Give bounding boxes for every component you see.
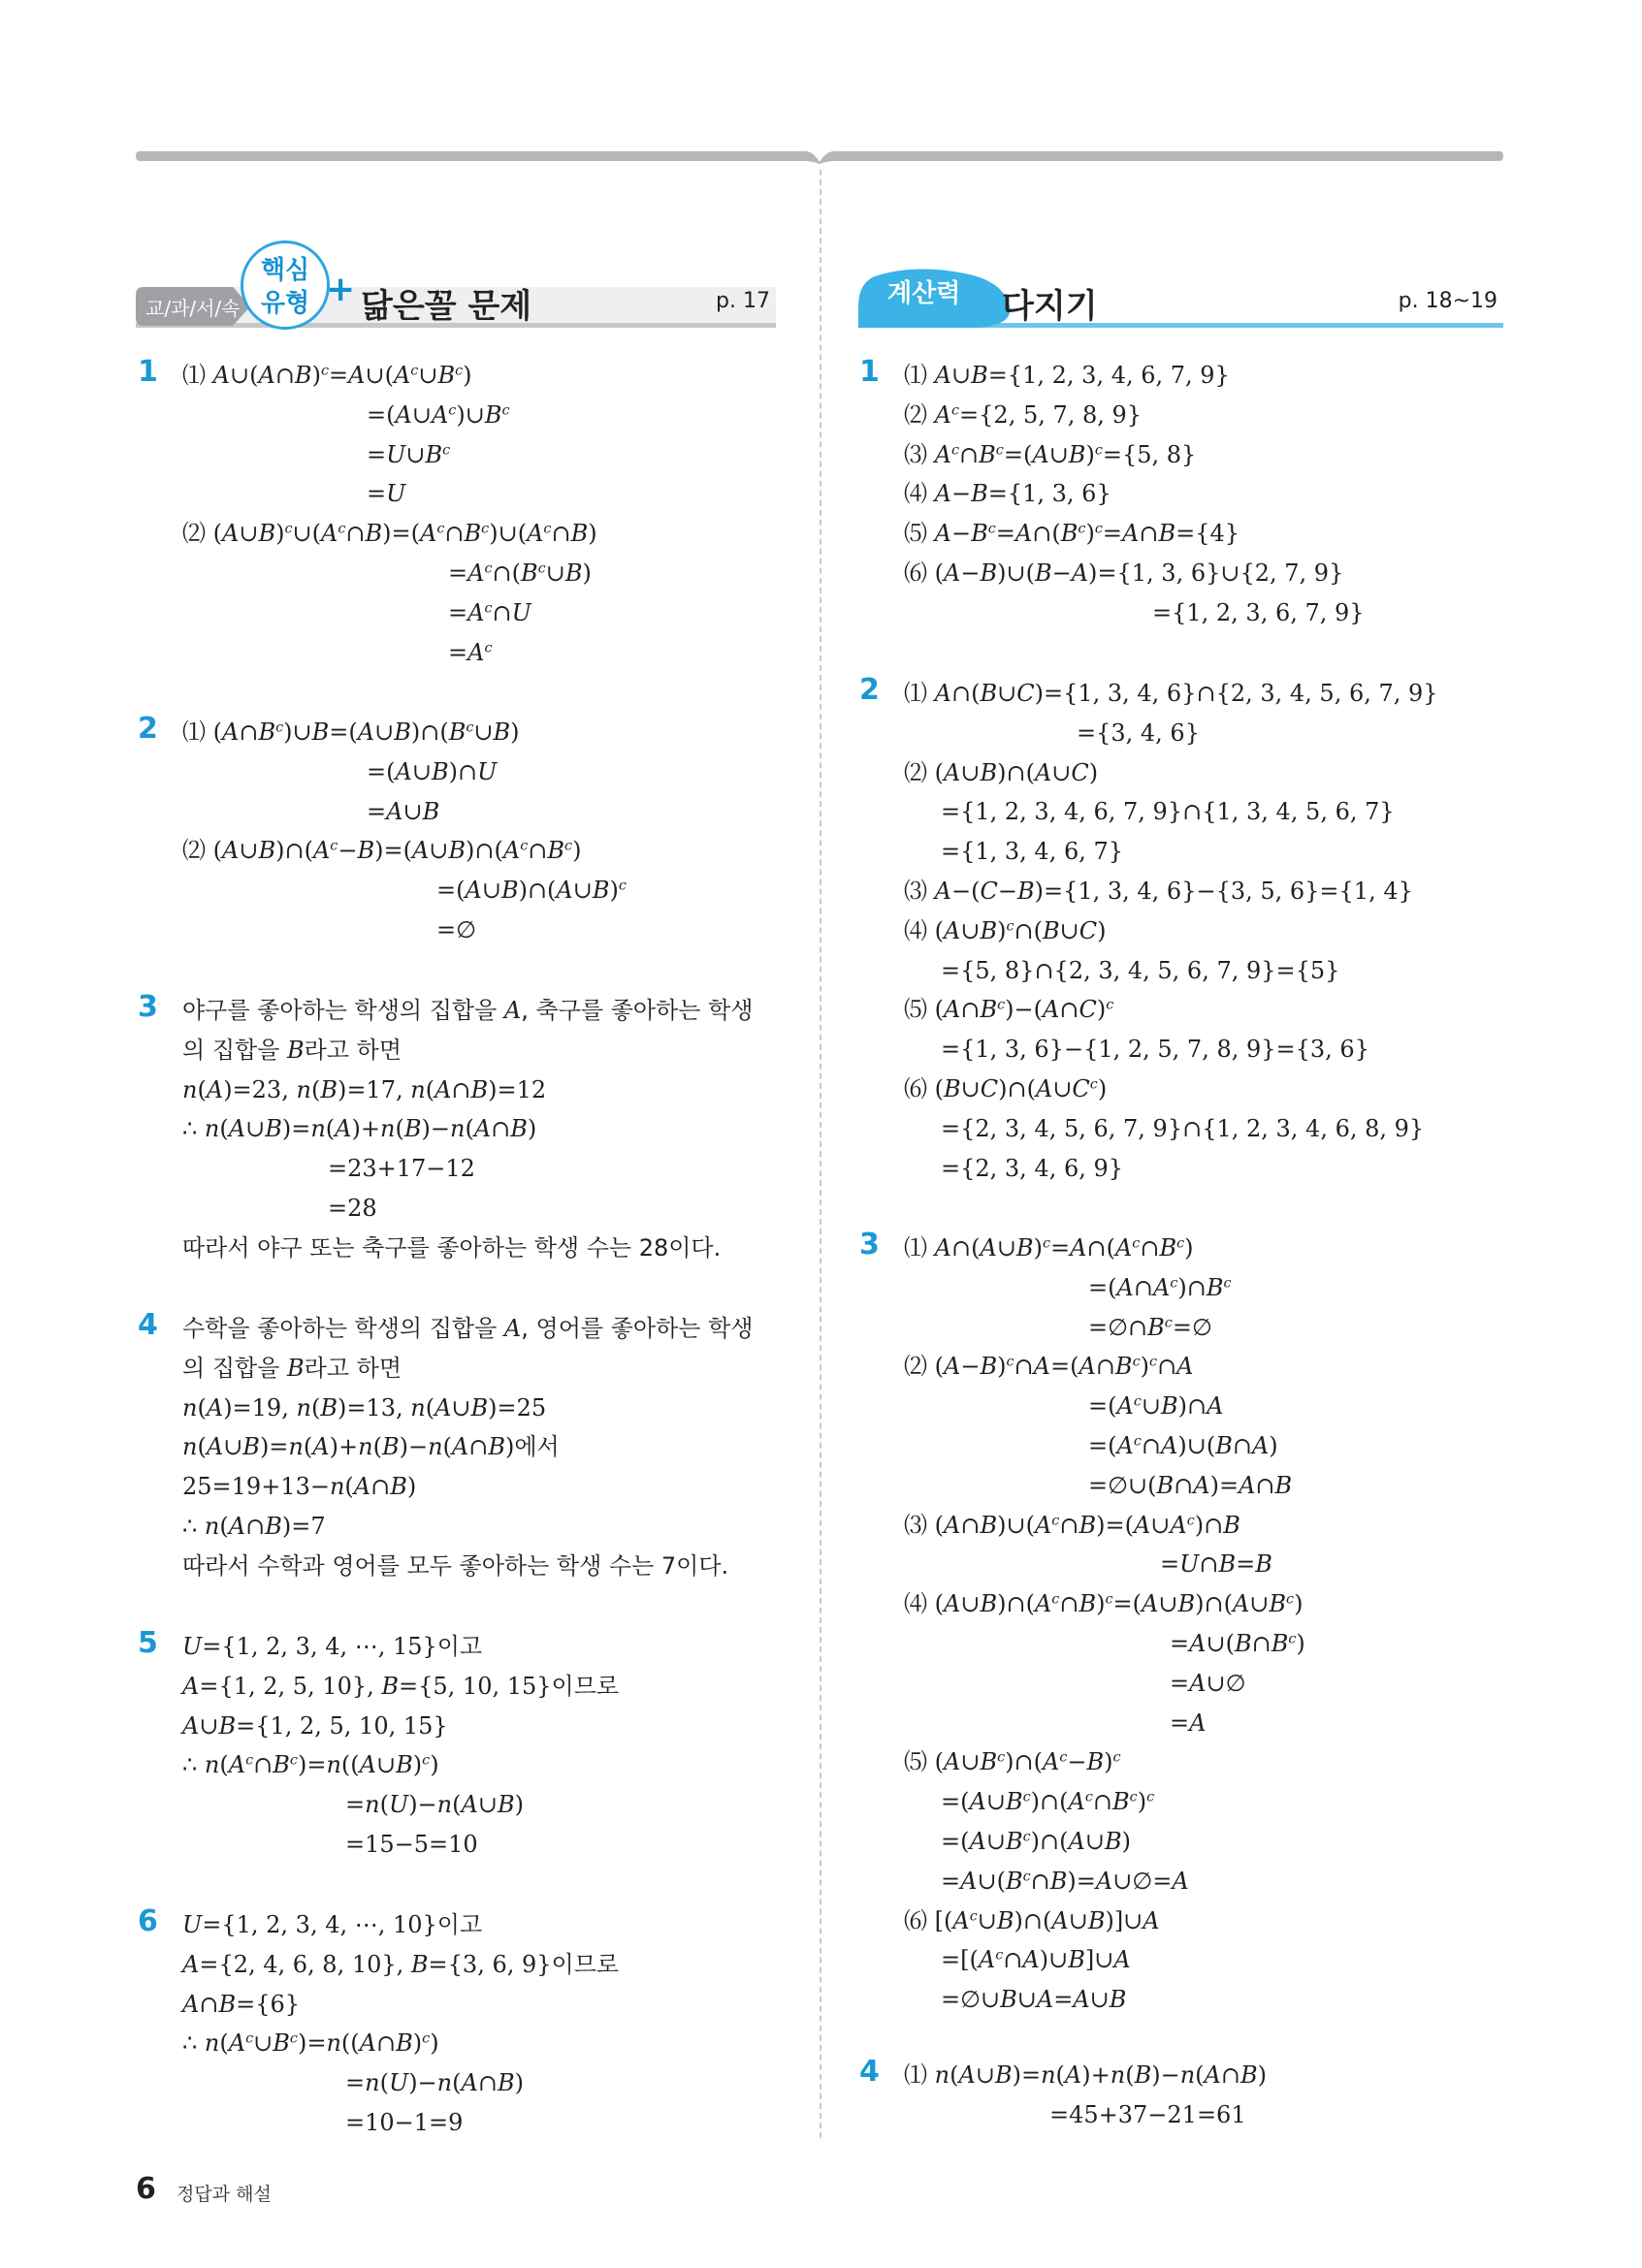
solution-line: =(A∪B)∩U [367,757,498,785]
solution-line: ⑸ $(A\cap B^c)-(A\cap C)^c$ [904,996,1114,1024]
solution-line: ⑴ A∪B={1, 2, 3, 4, 6, 7, 9} [904,362,1230,389]
solution-line: $=(A\cup A^c)\cup B^c$ [367,400,510,429]
solution-line: ⑷ A−B={1, 3, 6} [904,480,1111,508]
solution-line: A∩B={6} [182,1990,301,2018]
section-title: 다지기 [1002,287,1098,326]
solution-line: 야구를 좋아하는 학생의 집합을 A, 축구를 좋아하는 학생 [182,997,754,1024]
solution-line: ⑴ $A\cup(A\cap B)^c=A\cup(A^c\cup B^c)$ [182,362,472,389]
solution-line: n(A)=19, n(B)=13, n(A∪B)=25 [182,1393,547,1421]
solution-line: =A [1170,1709,1207,1737]
solution-line: 25=19+13−n(A∩B) [182,1473,417,1501]
solution-line: =∅∪B∪A=A∪B [941,1986,1127,2014]
solution-line: =A∪∅ [1170,1669,1246,1697]
solution-line: $=A^c\cap U$ [448,598,531,626]
solution-line: =U [367,480,406,508]
solution-line: ={1, 2, 3, 6, 7, 9} [1152,598,1365,626]
solution-line: 의 집합을 B라고 하면 [182,1354,402,1382]
solution-line: $=[(A^c\cap A)\cup B]\cup A$ [941,1946,1131,1974]
right-section-header [858,240,1503,337]
section-title: 닮은꼴 문제 [361,287,532,326]
problem-number: 2 [859,673,880,707]
column-divider [820,170,821,2138]
page-number: 6 [136,2172,156,2206]
problem-number: 3 [138,990,158,1024]
solution-line: ={2, 3, 4, 5, 6, 7, 9}∩{1, 2, 3, 4, 6, 8, 9} [941,1114,1425,1142]
solution-line: ∴ $n(A^c\cup B^c)=n((A\cap B)^c)$ [182,2029,439,2058]
solution-line: =23+17−12 [328,1155,475,1183]
problem-number: 1 [859,355,880,389]
solution-line: =15−5=10 [345,1831,478,1858]
solution-line: $=(A\cup B^c)\cap(A\cup B)$ [941,1828,1131,1855]
core-type-badge [241,240,356,330]
solution-line: ={1, 3, 6}−{1, 2, 5, 7, 8, 9}={3, 6} [941,1036,1369,1064]
solution-line: n(A)=23, n(B)=17, n(A∩B)=12 [182,1075,547,1103]
problem-number: 1 [138,355,158,389]
solution-line: =U∩B=B [1160,1550,1272,1579]
solution-line: ∴ n(A∪B)=n(A)+n(B)−n(A∩B) [182,1115,537,1143]
solution-line: ⑵ $(A\cup B)\cap(A^c-B)=(A\cup B)\cap(A^c\cap B^c)$ [182,837,582,865]
badge-line2: 유형 [260,289,310,318]
solution-line: $=(A^c\cap A)\cup(B\cap A)$ [1088,1432,1278,1459]
solution-line: ⑴ $A\cap(A\cup B)^c=A\cap(A^c\cap B^c)$ [904,1234,1194,1262]
solution-line: $=A\cup(B^c\cap B)=A\cup\emptyset=A$ [941,1867,1189,1895]
solution-line: ⑵ $(A\cup B)^c\cup(A^c\cap B)=(A^c\cap B^c)\cup(A^c\cap B)$ [182,520,597,548]
solution-line: =10−1=9 [345,2109,464,2136]
solution-line: ⑵ (A∪B)∩(A∪C) [904,758,1099,786]
solution-line: =45+37−21=61 [1049,2100,1246,2128]
solution-line: $=(A\cap A^c)\cap B^c$ [1088,1273,1232,1301]
solution-line: ⑶ $A^c\cap B^c=(A\cup B)^c=\{5$, 8} [904,440,1197,468]
solution-line: ={1, 3, 4, 6, 7} [941,838,1124,866]
badge-line1: 핵심 [260,256,310,285]
solution-line: $=A^c$ [448,638,493,666]
solution-line: ⑷ $(A\cup B)\cap(A^c\cap B)^c=(A\cup B)\cap(A\cup B^c)$ [904,1590,1304,1618]
top-divider-bar [136,149,1503,164]
solution-line: U={1, 2, 3, 4, ⋯, 10}이고 [182,1911,483,1938]
solution-line: n(A∪B)=n(A)+n(B)−n(A∩B)에서 [182,1433,560,1461]
calc-badge-label: 계산력 [887,279,961,308]
solution-line: A={2, 4, 6, 8, 10}, B={3, 6, 9}이므로 [182,1950,620,1978]
solution-line: $=(A\cup B^c)\cap(A^c\cap B^c)^c$ [941,1788,1155,1816]
solution-line: ⑷ (A∪B)$^c$∩(B∪C) [904,916,1107,944]
solution-line: ∴ n(A∩B)=7 [182,1513,326,1540]
problem-number: 6 [138,1904,158,1938]
solution-line: ={1, 2, 3, 4, 6, 7, 9}∩{1, 3, 4, 5, 6, 7} [941,798,1395,826]
solution-line: ⑵ $A^c=\{2$, 5, 7, 8, 9} [904,400,1143,429]
solution-line: =(A∪B)∩(A∪B)$^c$ [436,877,627,905]
solution-line: $=U\cup B^c$ [367,440,451,468]
solution-line: ⑸ $A-B^c=A\cap(B^c)^c=A\cap B=\{4\}$ [904,520,1240,548]
solution-line: ={5, 8}∩{2, 3, 4, 5, 6, 7, 9}={5} [941,956,1340,984]
solution-line: ⑴ A∩(B∪C)={1, 3, 4, 6}∩{2, 3, 4, 5, 6, 7, 9} [904,680,1438,707]
solution-line: $=\emptyset\cap B^c=\emptyset$ [1088,1313,1212,1341]
solution-line: ⑹ $[(A^c\cup B)\cap(A\cup B)]\cup A$ [904,1906,1160,1934]
problem-number: 4 [138,1308,158,1342]
solution-line: =A∪B [367,797,440,825]
page-reference: p. 17 [716,289,770,313]
solution-line: =28 [328,1195,377,1222]
solution-line: =n(U)−n(A∪B) [345,1791,524,1819]
solution-line: $=(A^c\cup B)\cap A$ [1088,1392,1224,1421]
solution-line: ⑶ A−(C−B)={1, 3, 4, 6}−{3, 5, 6}={1, 4} [904,878,1413,905]
solution-line: =∅∪(B∩A)=A∩B [1088,1471,1293,1499]
solution-line: $=A\cup(B\cap B^c)$ [1170,1630,1305,1657]
problem-number: 3 [859,1228,880,1262]
solution-line: =n(U)−n(A∩B) [345,2069,524,2097]
problem-number: 4 [859,2055,880,2089]
solution-line: ⑹ $(B\cup C)\cap(A\cup C^c)$ [904,1075,1108,1102]
problem-number: 2 [138,712,158,746]
solution-line: U={1, 2, 3, 4, ⋯, 15}이고 [182,1633,483,1660]
badge-plus: + [326,270,356,309]
solution-line: A={1, 2, 5, 10}, B={5, 10, 15}이므로 [182,1672,620,1700]
problem-number: 5 [138,1626,158,1660]
left-section-header [136,240,776,337]
solution-line: ⑴ $(A\cap B^c)\cup B=(A\cup B)\cap(B^c\cup B)$ [182,719,520,746]
solution-line: 따라서 수학과 영어를 모두 좋아하는 학생 수는 7이다. [182,1551,729,1580]
solution-line: ⑶ $(A\cap B)\cup(A^c\cap B)=(A\cup A^c)\cap B$ [904,1511,1240,1539]
solution-line: ={3, 4, 6} [1077,719,1200,747]
solution-line: ⑵ $(A-B)^c\cap A=(A\cap B^c)^c\cap A$ [904,1353,1194,1381]
solution-line: 따라서 야구 또는 축구를 좋아하는 학생 수는 28이다. [182,1233,722,1262]
solution-line: ⑴ n(A∪B)=n(A)+n(B)−n(A∩B) [904,2061,1268,2089]
solution-line: =∅ [436,916,477,943]
footer-label: 정답과 해설 [177,2184,272,2205]
solution-line: ∴ $n(A^c\cap B^c)=n((A\cup B)^c)$ [182,1751,439,1779]
solution-line: 수학을 좋아하는 학생의 집합을 A, 영어를 좋아하는 학생 [182,1315,754,1342]
solution-line: 의 집합을 B라고 하면 [182,1036,402,1064]
solution-line: $=A^c\cap(B^c\cup B)$ [448,559,592,587]
solution-line: ={2, 3, 4, 6, 9} [941,1154,1124,1182]
solution-line: ⑸ $(A\cup B^c)\cap(A^c-B)^c$ [904,1748,1121,1776]
solution-line: ⑹ (A−B)∪(B−A)={1, 3, 6}∪{2, 7, 9} [904,559,1344,587]
page-reference: p. 18~19 [1398,289,1497,313]
textbook-tag: 교/과/서/속 [145,297,241,320]
solution-line: A∪B={1, 2, 5, 10, 15} [182,1711,448,1740]
